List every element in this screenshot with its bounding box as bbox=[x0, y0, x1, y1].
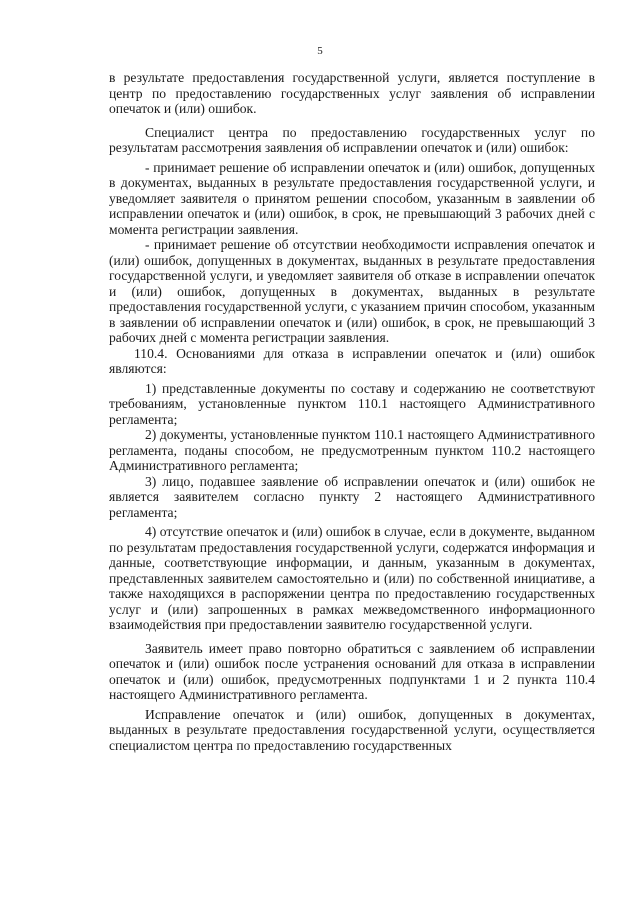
paragraph: Заявитель имеет право повторно обратиться с заявлением об исправлении опечаток и (или) ошибок после устранения оснований для отказа в исправлении опечаток и (или) ошибок, предусмотренных подпунктами 1 и 2 пункта 110.4 настоящего Административного регламента. bbox=[109, 640, 595, 702]
list-item: 2) документы, установленные пунктом 110.1 настоящего Административного регламента, поданы способом, не предусмотренным пунктом 110.2 настоящего Административного регламента; bbox=[109, 427, 595, 473]
page-number: 5 bbox=[317, 45, 323, 57]
paragraph: в результате предоставления государственной услуги, является поступление в центр по предоставлению государственных услуг заявления об исправлении опечаток и (или) ошибок. bbox=[109, 70, 595, 116]
paragraph: Специалист центра по предоставлению государственных услуг по результатам рассмотрения заявления об исправлении опечаток и (или) ошибок: bbox=[109, 124, 595, 155]
paragraph: Исправление опечаток и (или) ошибок, допущенных в документах, выданных в результате предоставления государственной услуги, осуществляется специалистом центра по предоставлению государственных bbox=[109, 706, 595, 753]
document-body bbox=[109, 70, 595, 753]
list-item: 1) представленные документы по составу и содержанию не соответствуют требованиям, установленные пунктом 110.1 настоящего Административного регламента; bbox=[109, 380, 595, 427]
list-item: 4) отсутствие опечаток и (или) ошибок в случае, если в документе, выданном по результатам предоставления государственной услуги, содержатся информация и данные, соответствующие информации, и данным, указанным в документах, представленных заявителем самостоятельно и (или) по собственной инициативе, а также находящихся в распоряжении центра по предоставлению государственных услуг и (или) запрошенных в рамках межведомственного информационного взаимодействия при предоставлении заявителю государственной услуги. bbox=[109, 524, 595, 632]
list-item: 3) лицо, подавшее заявление об исправлении опечаток и (или) ошибок не является заявителем согласно пункту 2 настоящего Административного регламента; bbox=[109, 473, 595, 520]
list-item: - принимает решение об отсутствии необходимости исправления опечаток и (или) ошибок, допущенных в документах, выданных в результате предоставления государственной услуги, и уведомляет заявителя об отказе в исправлении опечаток и (или) ошибок, допущенных в документах, выданных в результате предоставления государственной услуги, с указанием причин способом, указанным в заявлении об исправлении опечаток и (или) ошибок, в срок, не превышающий 3 рабочих дней с момента регистрации заявления. bbox=[109, 237, 595, 345]
list-item: - принимает решение об исправлении опечаток и (или) ошибок, допущенных в документах, выданных в результате предоставления государственной услуги, и уведомляет заявителя о принятом решении способом, указанным в заявлении об исправлении опечаток и (или) ошибок, в срок, не превышающий 3 рабочих дней с момента регистрации заявления. bbox=[109, 159, 595, 237]
section-heading: 110.4. Основаниями для отказа в исправлении опечаток и (или) ошибок являются: bbox=[109, 345, 595, 376]
